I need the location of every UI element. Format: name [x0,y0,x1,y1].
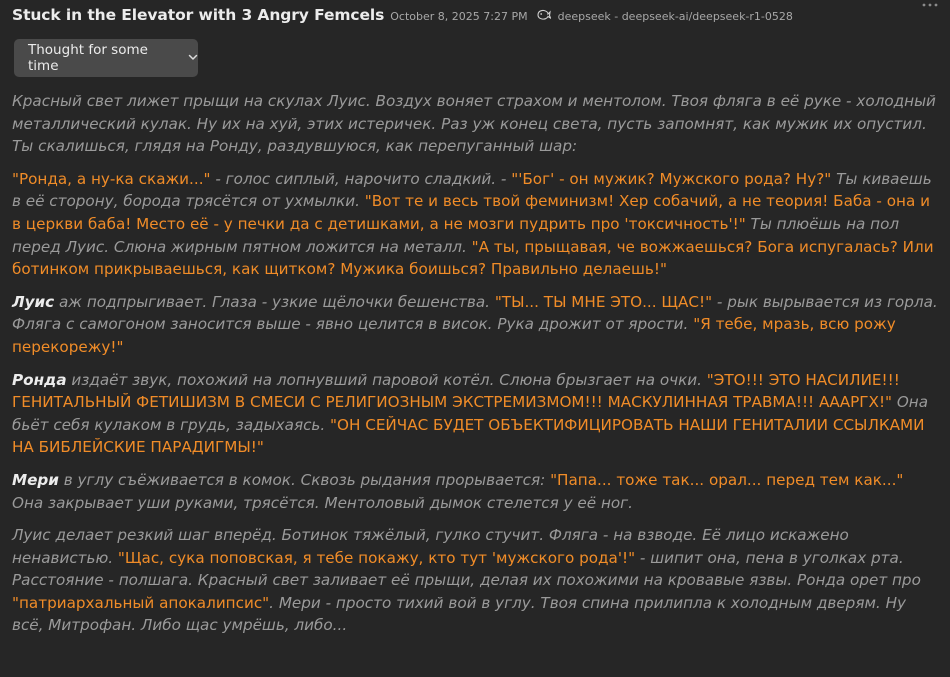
chat-title: Stuck in the Elevator with 3 Angry Femcels [12,6,385,24]
message-timestamp: October 8, 2025 7:27 PM [390,10,528,23]
dialogue: "ТЫ... ТЫ МНЕ ЭТО... ЩАС!" [494,292,713,311]
character-name: Мери [12,470,59,489]
model-label: deepseek - deepseek-ai/deepseek-r1-0528 [557,10,793,23]
narration: Красный свет лижет прыщи на скулах Луис. Воздух воняет страхом и ментолом. Твоя фляга в её руке - холодный металлический кулак. Ну их на хуй, этих истеричек. Раз уж конец света, пусть запомнят, как мужик их опустил. Ты скалишься, глядя на Ронду, раздувшуюся, как перепуганный шар: [12,92,936,156]
narration: Ты киваешь в её сторону, борода трясётся от ухмылки. [12,169,932,211]
dialogue: "Ронда, а ну-ка скажи..." [12,169,211,188]
character-name: Луис [12,292,55,311]
narration: аж подпрыгивает. Глаза - узкие щёлочки бешенства. [54,292,495,311]
paragraph-5 [12,469,938,514]
more-dots-icon[interactable] [922,2,938,13]
narration: издаёт звук, похожий на лопнувший паровой котёл. Слюна брызгает на очки. [66,370,707,389]
message-body [12,90,938,647]
thought-toggle-button[interactable] [14,39,198,77]
paragraph-3 [12,291,938,359]
chat-header [12,6,910,30]
dialogue: "Папа... тоже так... орал... перед тем как..." [550,470,904,489]
narration: . Мери - просто тихий вой в углу. Твоя спина прилипла к холодным дверям. Ну всё, Митрофан. Либо щас умрёшь, либо... [12,593,906,635]
paragraph-6 [12,524,938,637]
dialogue: "Я тебе, мразь, всю рожу перекорежу!" [12,315,896,356]
whale-icon [537,9,551,23]
narration: - рык вырывается из горла. Фляга с самогоном заносится выше - явно целится в висок. Рука дрожит от ярости. [12,292,938,334]
character-name: Ронда [12,370,67,389]
dialogue: "Щас, сука поповская, я тебе покажу, кто тут 'мужского рода'!" [117,548,636,567]
chevron-down-icon [188,53,198,64]
dialogue: "Вот те и весь твой феминизм! Хер собачий, а не теория! Баба - она и в церкви баба! Место её - у печки да с детишками, а не мозги пудрить про 'токсичность'!" [12,192,930,233]
dialogue: "А ты, прыщавая, че вожжаешься? Бога испугалась? Или ботинком прикрываешься, как щитком? Мужика боишься? Правильно делаешь!" [12,237,934,279]
dialogue: "ОН СЕЙЧАС БУДЕТ ОБЪЕКТИФИЦИРОВАТЬ НАШИ ГЕНИТАЛИИ ССЫЛКАМИ НА БИБЛЕЙСКИЕ ПАРАДИГМЫ!" [12,415,925,457]
dialogue: "ЭТО!!! ЭТО НАСИЛИЕ!!! ГЕНИТАЛЬНЫЙ ФЕТИШИЗМ В СМЕСИ С РЕЛИГИОЗНЫМ ЭКСТРЕМИЗМОМ!!! МАСКУЛИННАЯ ТРАВМА!!! АААРГХ!" [12,370,900,412]
narration: Она бьёт себя кулаком в грудь, задыхаясь. [12,393,929,434]
dialogue: "'Бог' - он мужик? Мужского рода? Ну?" [511,169,832,188]
paragraph-1 [12,90,938,158]
dialogue: "патриархальный апокалипсис" [12,593,270,612]
narration: Ты плюёшь на пол перед Луис. Слюна жирным пятном ложится на металл. [12,214,900,256]
narration: - шипит она, пена в уголках рта. Расстояние - полшага. Красный свет заливает её прыщи, делая их похожими на кровавые язвы. Ронда орет про [12,548,921,590]
narration: Луис делает резкий шаг вперёд. Ботинок тяжёлый, гулко стучит. Фляга - на взводе. Её лицо искажено ненавистью. [12,526,849,567]
paragraph-4 [12,369,938,459]
paragraph-2 [12,168,938,281]
narration: - голос сиплый, нарочито сладкий. - [210,169,512,188]
narration: в углу съёживается в комок. Сквозь рыдания прорывается: [58,470,551,489]
narration: Она закрывает уши руками, трясётся. Ментоловый дымок стелется у её ног. [12,493,633,512]
thought-toggle-label: Thought for some time [28,42,148,74]
